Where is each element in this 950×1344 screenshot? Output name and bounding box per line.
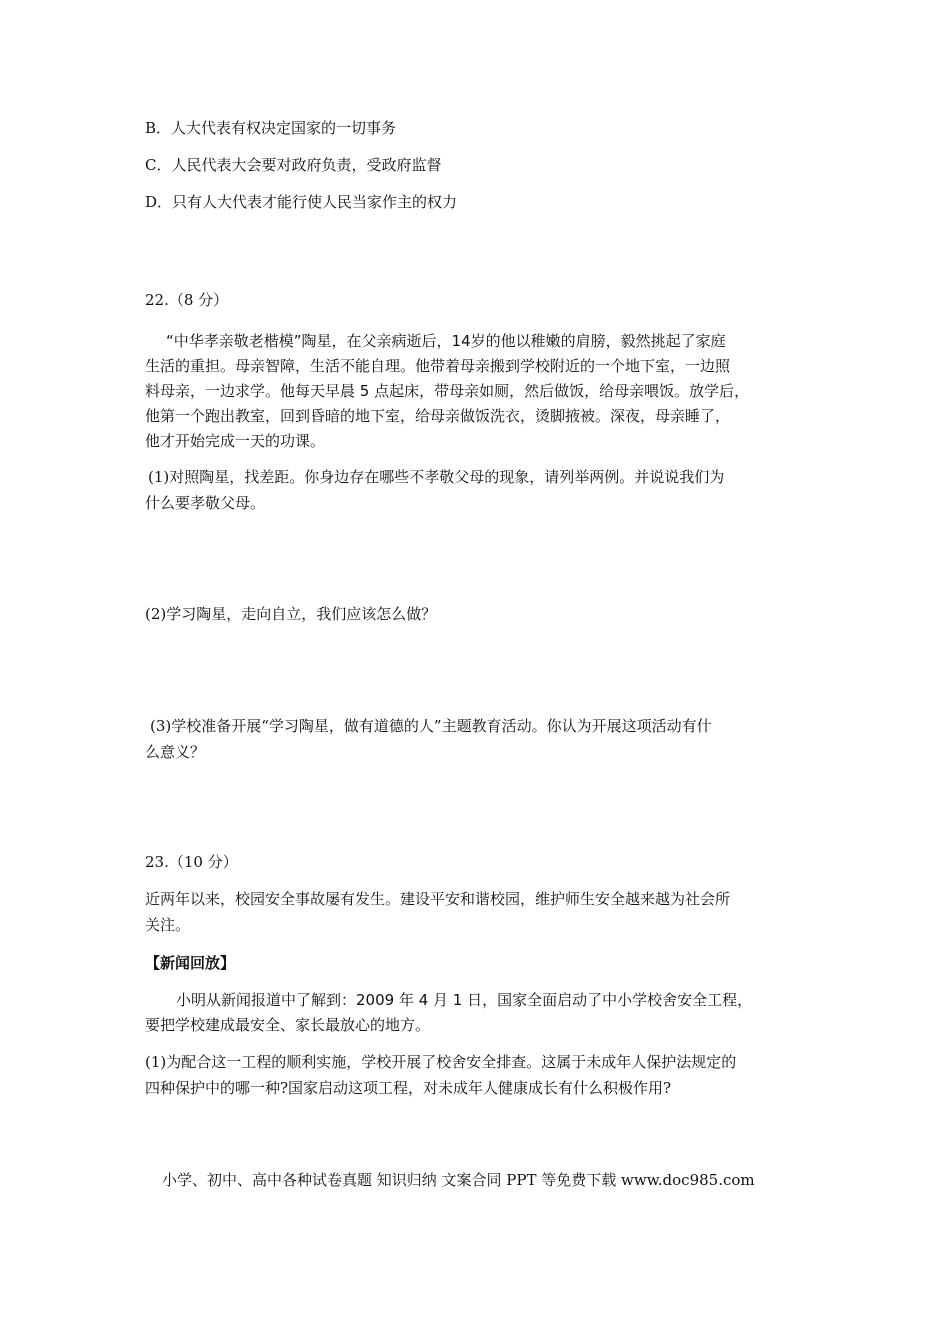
- q22-passage-line: 他第一个跑出教室，回到昏暗的地下室，给母亲做饭洗衣，烫脚掖被。深夜，母亲睡了，: [145, 407, 731, 425]
- option-b: B．人大代表有权决定国家的一切事务: [145, 119, 397, 137]
- q23-sub1-line: 四种保护中的哪一种?国家启动这项工程，对未成年人健康成长有什么积极作用?: [145, 1079, 672, 1097]
- q22-sub1-line: (1)对照陶星，找差距。你身边存在哪些不孝敬父母的现象，请列举两例。并说说我们为: [148, 468, 725, 486]
- q23-intro-line: 关注。: [145, 916, 191, 934]
- q22-sub1-line: 什么要孝敬父母。: [145, 494, 266, 512]
- option-c: C．人民代表大会要对政府负责，受政府监督: [145, 156, 442, 174]
- option-d: D．只有人大代表才能行使人民当家作主的权力: [145, 193, 458, 211]
- q23-news-line: 要把学校建成最安全、家长最放心的地方。: [145, 1016, 431, 1034]
- q23-sub1-line: (1)为配合这一工程的顺利实施，学校开展了校舍安全排查。这属于未成年人保护法规定的: [145, 1053, 737, 1071]
- q22-passage-line: 他才开始完成一天的功课。: [145, 432, 326, 450]
- q22-sub3-line: 么意义？: [145, 743, 206, 761]
- page-footer: 小学、初中、高中各种试卷真题 知识归纳 文案合同 PPT 等免费下载 www.doc985.com: [162, 1171, 755, 1189]
- q22-passage-line: 料母亲，一边求学。他每天早晨 5 点起床，带母亲如厕，然后做饭，给母亲喂饭。放学后，: [145, 382, 750, 400]
- q23-news-line: 小明从新闻报道中了解到：2009 年 4 月 1 日，国家全面启动了中小学校舍安全工程，: [176, 991, 753, 1009]
- q23-heading: 23.（10 分）: [145, 853, 238, 871]
- q22-heading: 22.（8 分）: [145, 291, 229, 309]
- q22-sub2: (2)学习陶星，走向自立，我们应该怎么做？: [145, 605, 437, 623]
- q23-intro-line: 近两年以来，校园安全事故屡有发生。建设平安和谐校园，维护师生安全越来越为社会所: [145, 890, 731, 908]
- q22-passage-line: 生活的重担。母亲智障，生活不能自理。他带着母亲搬到学校附近的一个地下室，一边照: [145, 357, 731, 375]
- q22-sub3-line: (3)学校准备开展“学习陶星，做有道德的人”主题教育活动。你认为开展这项活动有什: [150, 717, 712, 735]
- q22-passage-line: “中华孝亲敬老楷模”陶星，在父亲病逝后，14岁的他以稚嫩的肩膀，毅然挑起了家庭: [166, 332, 726, 350]
- q23-news-title: 【新闻回放】: [145, 954, 236, 972]
